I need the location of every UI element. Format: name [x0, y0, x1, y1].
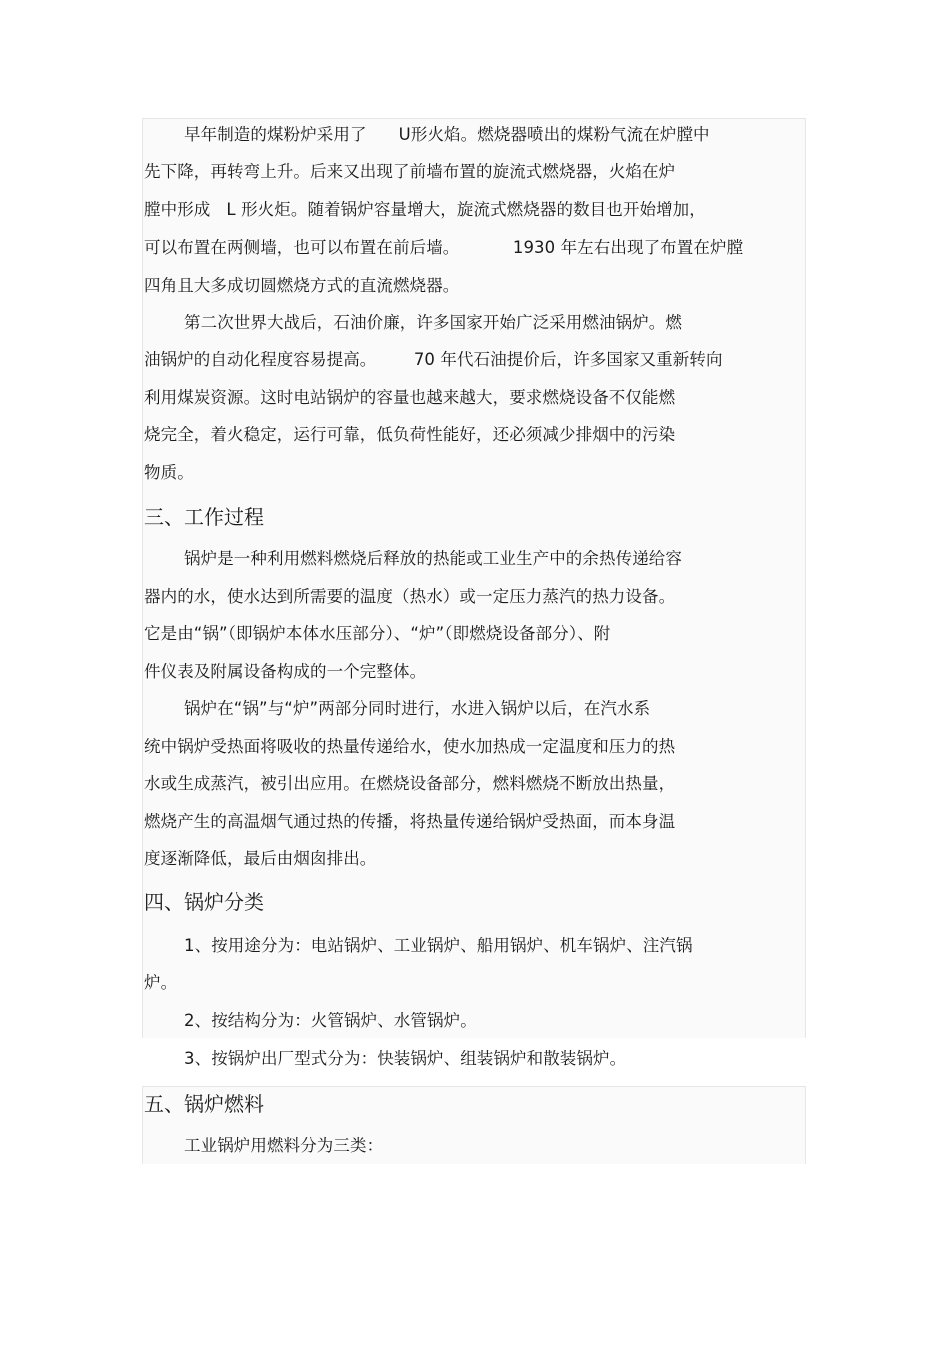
- paragraph-3-line-4: 件仪表及附属设备构成的一个完整体。: [144, 662, 427, 681]
- classification-item-2: 2、按结构分为：火管锅炉、水管锅炉。: [184, 1011, 477, 1030]
- paragraph-2-line-3: 利用煤炭资源。这时电站锅炉的容量也越来越大，要求燃烧设备不仅能燃: [144, 388, 676, 407]
- paragraph-3-line-3: 它是由“锅”（即锅炉本体水压部分）、“炉”（即燃烧设备部分）、附: [144, 624, 611, 643]
- paragraph-2-line-1: 第二次世界大战后，石油价廉，许多国家开始广泛采用燃油锅炉。燃: [184, 313, 682, 332]
- classification-item-3: 3、按锅炉出厂型式分为：快装锅炉、组装锅炉和散装锅炉。: [184, 1049, 627, 1068]
- classification-item-1-line-1: 1、按用途分为：电站锅炉、工业锅炉、船用锅炉、机车锅炉、注汽锅: [184, 936, 693, 955]
- paragraph-1-line-5: 四角且大多成切圆燃烧方式的直流燃烧器。: [144, 276, 460, 295]
- paragraph-1-line-4: 可以布置在两侧墙，也可以布置在前后墙。 1930 年左右出现了布置在炉膛: [144, 238, 744, 257]
- section-heading-3: 三、工作过程: [144, 505, 264, 529]
- classification-item-1-line-2: 炉。: [144, 973, 178, 992]
- paragraph-4-line-2: 统中锅炉受热面将吸收的热量传递给水，使水加热成一定温度和压力的热: [144, 737, 676, 756]
- paragraph-4-line-1: 锅炉在“锅”与“炉”两部分同时进行，水进入锅炉以后，在汽水系: [184, 699, 651, 718]
- section-heading-5: 五、锅炉燃料: [144, 1092, 264, 1116]
- paragraph-2-line-5: 物质。: [144, 463, 194, 482]
- paragraph-1-line-2: 先下降，再转弯上升。后来又出现了前墙布置的旋流式燃烧器，火焰在炉: [144, 162, 676, 181]
- paragraph-3-line-1: 锅炉是一种利用燃料燃烧后释放的热能或工业生产中的余热传递给容: [184, 549, 682, 568]
- paragraph-4-line-3: 水或生成蒸汽，被引出应用。在燃烧设备部分，燃料燃烧不断放出热量，: [144, 774, 676, 793]
- paragraph-2-line-4: 烧完全，着火稳定，运行可靠，低负荷性能好，还必须减少排烟中的污染: [144, 425, 676, 444]
- paragraph-4-line-4: 燃烧产生的高温烟气通过热的传播，将热量传递给锅炉受热面，而本身温: [144, 812, 676, 831]
- paragraph-2-line-2: 油锅炉的自动化程度容易提高。 70 年代石油提价后，许多国家又重新转向: [144, 350, 723, 369]
- paragraph-1-line-3: 膛中形成 L 形火炬。随着锅炉容量增大，旋流式燃烧器的数目也开始增加，: [144, 200, 706, 219]
- paragraph-1-line-1: 早年制造的煤粉炉采用了 U形火焰。燃烧器喷出的煤粉气流在炉膛中: [184, 125, 710, 144]
- paragraph-4-line-5: 度逐渐降低，最后由烟囱排出。: [144, 849, 377, 868]
- fuel-intro-text: 工业锅炉用燃料分为三类：: [184, 1136, 384, 1155]
- section-heading-4: 四、锅炉分类: [144, 890, 264, 914]
- paragraph-3-line-2: 器内的水，使水达到所需要的温度（热水）或一定压力蒸汽的热力设备。: [144, 587, 676, 606]
